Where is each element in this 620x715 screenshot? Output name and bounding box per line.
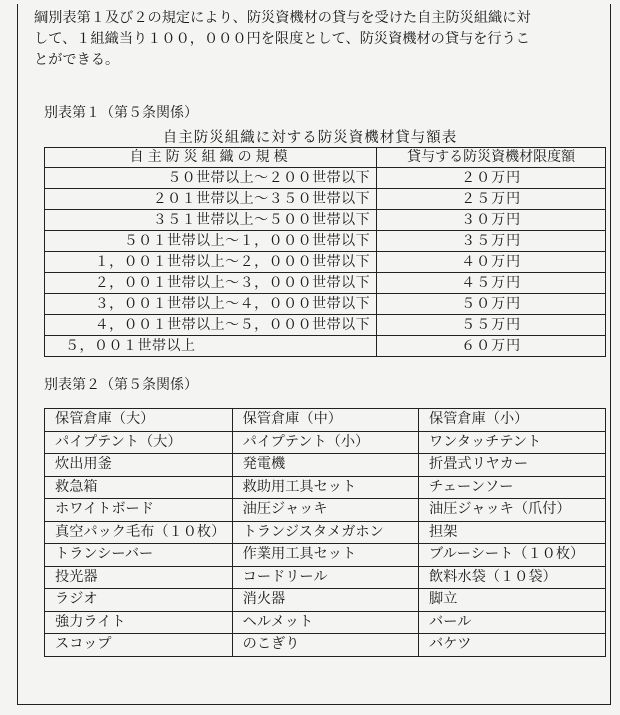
amount-cell: ５０万円 [377,294,606,315]
table-row [45,294,606,315]
equipment-cell: 油圧ジャッキ（爪付） [419,499,606,522]
table-row [45,189,606,210]
table-row [45,521,606,544]
table2-heading: 別表第２（第５条関係） [44,377,198,393]
table-row [45,252,606,273]
equipment-cell: 油圧ジャッキ [232,499,418,522]
equipment-cell: ブルーシート（１０枚） [419,544,606,567]
equipment-cell: 保管倉庫（小） [419,409,606,432]
amount-cell: ２５万円 [377,189,606,210]
equipment-cell: 担架 [419,521,606,544]
paragraph-line: して、１組織当り１００，０００円を限度として、防災資機材の貸与を行うこ [34,31,530,47]
table-row [45,168,606,189]
equipment-cell: のこぎり [232,634,418,657]
equipment-cell: 折畳式リヤカー [419,454,606,477]
header-cell-amount: 貸与する防災資機材限度額 [377,148,606,168]
equipment-cell: ワンタッチテント [419,431,606,454]
table-row [45,544,606,567]
equipment-cell: 発電機 [232,454,418,477]
scale-cell: ２０１世帯以上～３５０世帯以下 [45,189,377,210]
equipment-cell: パイプテント（小） [232,431,418,454]
equipment-cell: 強力ライト [45,611,233,634]
table-row [45,589,606,612]
table-row [45,273,606,294]
equipment-cell: ラジオ [45,589,233,612]
table-row [45,315,606,336]
scale-cell: ５，００１世帯以上 [45,336,377,357]
table-row [45,409,606,432]
table-row [45,431,606,454]
scale-cell: １，００１世帯以上～２，０００世帯以下 [45,252,377,273]
table-row [45,634,606,657]
equipment-cell: バケツ [419,634,606,657]
equipment-cell: スコップ [45,634,233,657]
equipment-cell: 投光器 [45,566,233,589]
header-cell-scale: 自主防災組織の規模 [45,148,377,168]
table-row [45,231,606,252]
scale-cell: ５０１世帯以上～１，０００世帯以下 [45,231,377,252]
equipment-cell: 炊出用釜 [45,454,233,477]
scale-cell: ３５１世帯以上～５００世帯以下 [45,210,377,231]
paragraph-line: とができる。 [34,52,120,68]
amount-cell: ４０万円 [377,252,606,273]
equipment-cell: バール [419,611,606,634]
loan-amount-table [44,147,606,357]
table-row [45,499,606,522]
table-row [45,476,606,499]
equipment-table [44,408,606,657]
equipment-cell: チェーンソー [419,476,606,499]
table-row [45,566,606,589]
table-header-row [45,148,606,168]
equipment-cell: 保管倉庫（大） [45,409,233,432]
table1-heading: 別表第１（第５条関係） [44,105,198,121]
scale-cell: ４，００１世帯以上～５，０００世帯以下 [45,315,377,336]
intro-paragraph [34,8,600,71]
table-row [45,210,606,231]
amount-cell: ３５万円 [377,231,606,252]
amount-cell: ２０万円 [377,168,606,189]
table-row [45,611,606,634]
table-row [45,454,606,477]
table-row [45,336,606,357]
equipment-cell: ヘルメット [232,611,418,634]
amount-cell: ５５万円 [377,315,606,336]
equipment-cell: 作業用工具セット [232,544,418,567]
scale-cell: ５０世帯以上～２００世帯以下 [45,168,377,189]
equipment-cell: 救急箱 [45,476,233,499]
equipment-cell: 真空パック毛布（１０枚） [45,521,233,544]
scale-cell: ２，００１世帯以上～３，０００世帯以下 [45,273,377,294]
equipment-cell: 消火器 [232,589,418,612]
amount-cell: ３０万円 [377,210,606,231]
equipment-cell: トランシーバー [45,544,233,567]
table1-caption: 自主防災組織に対する防災資機材貸与額表 [162,130,458,146]
equipment-cell: トランジスタメガホン [232,521,418,544]
equipment-cell: 救助用工具セット [232,476,418,499]
scale-cell: ３，００１世帯以上～４，０００世帯以下 [45,294,377,315]
equipment-cell: 飲料水袋（１０袋） [419,566,606,589]
paragraph-line: 綱別表第１及び２の規定により、防災資機材の貸与を受けた自主防災組織に対 [34,10,531,26]
equipment-cell: コードリール [232,566,418,589]
equipment-cell: 保管倉庫（中） [232,409,418,432]
equipment-cell: パイプテント（大） [45,431,233,454]
amount-cell: ６０万円 [377,336,606,357]
equipment-cell: 脚立 [419,589,606,612]
amount-cell: ４５万円 [377,273,606,294]
equipment-cell: ホワイトボード [45,499,233,522]
